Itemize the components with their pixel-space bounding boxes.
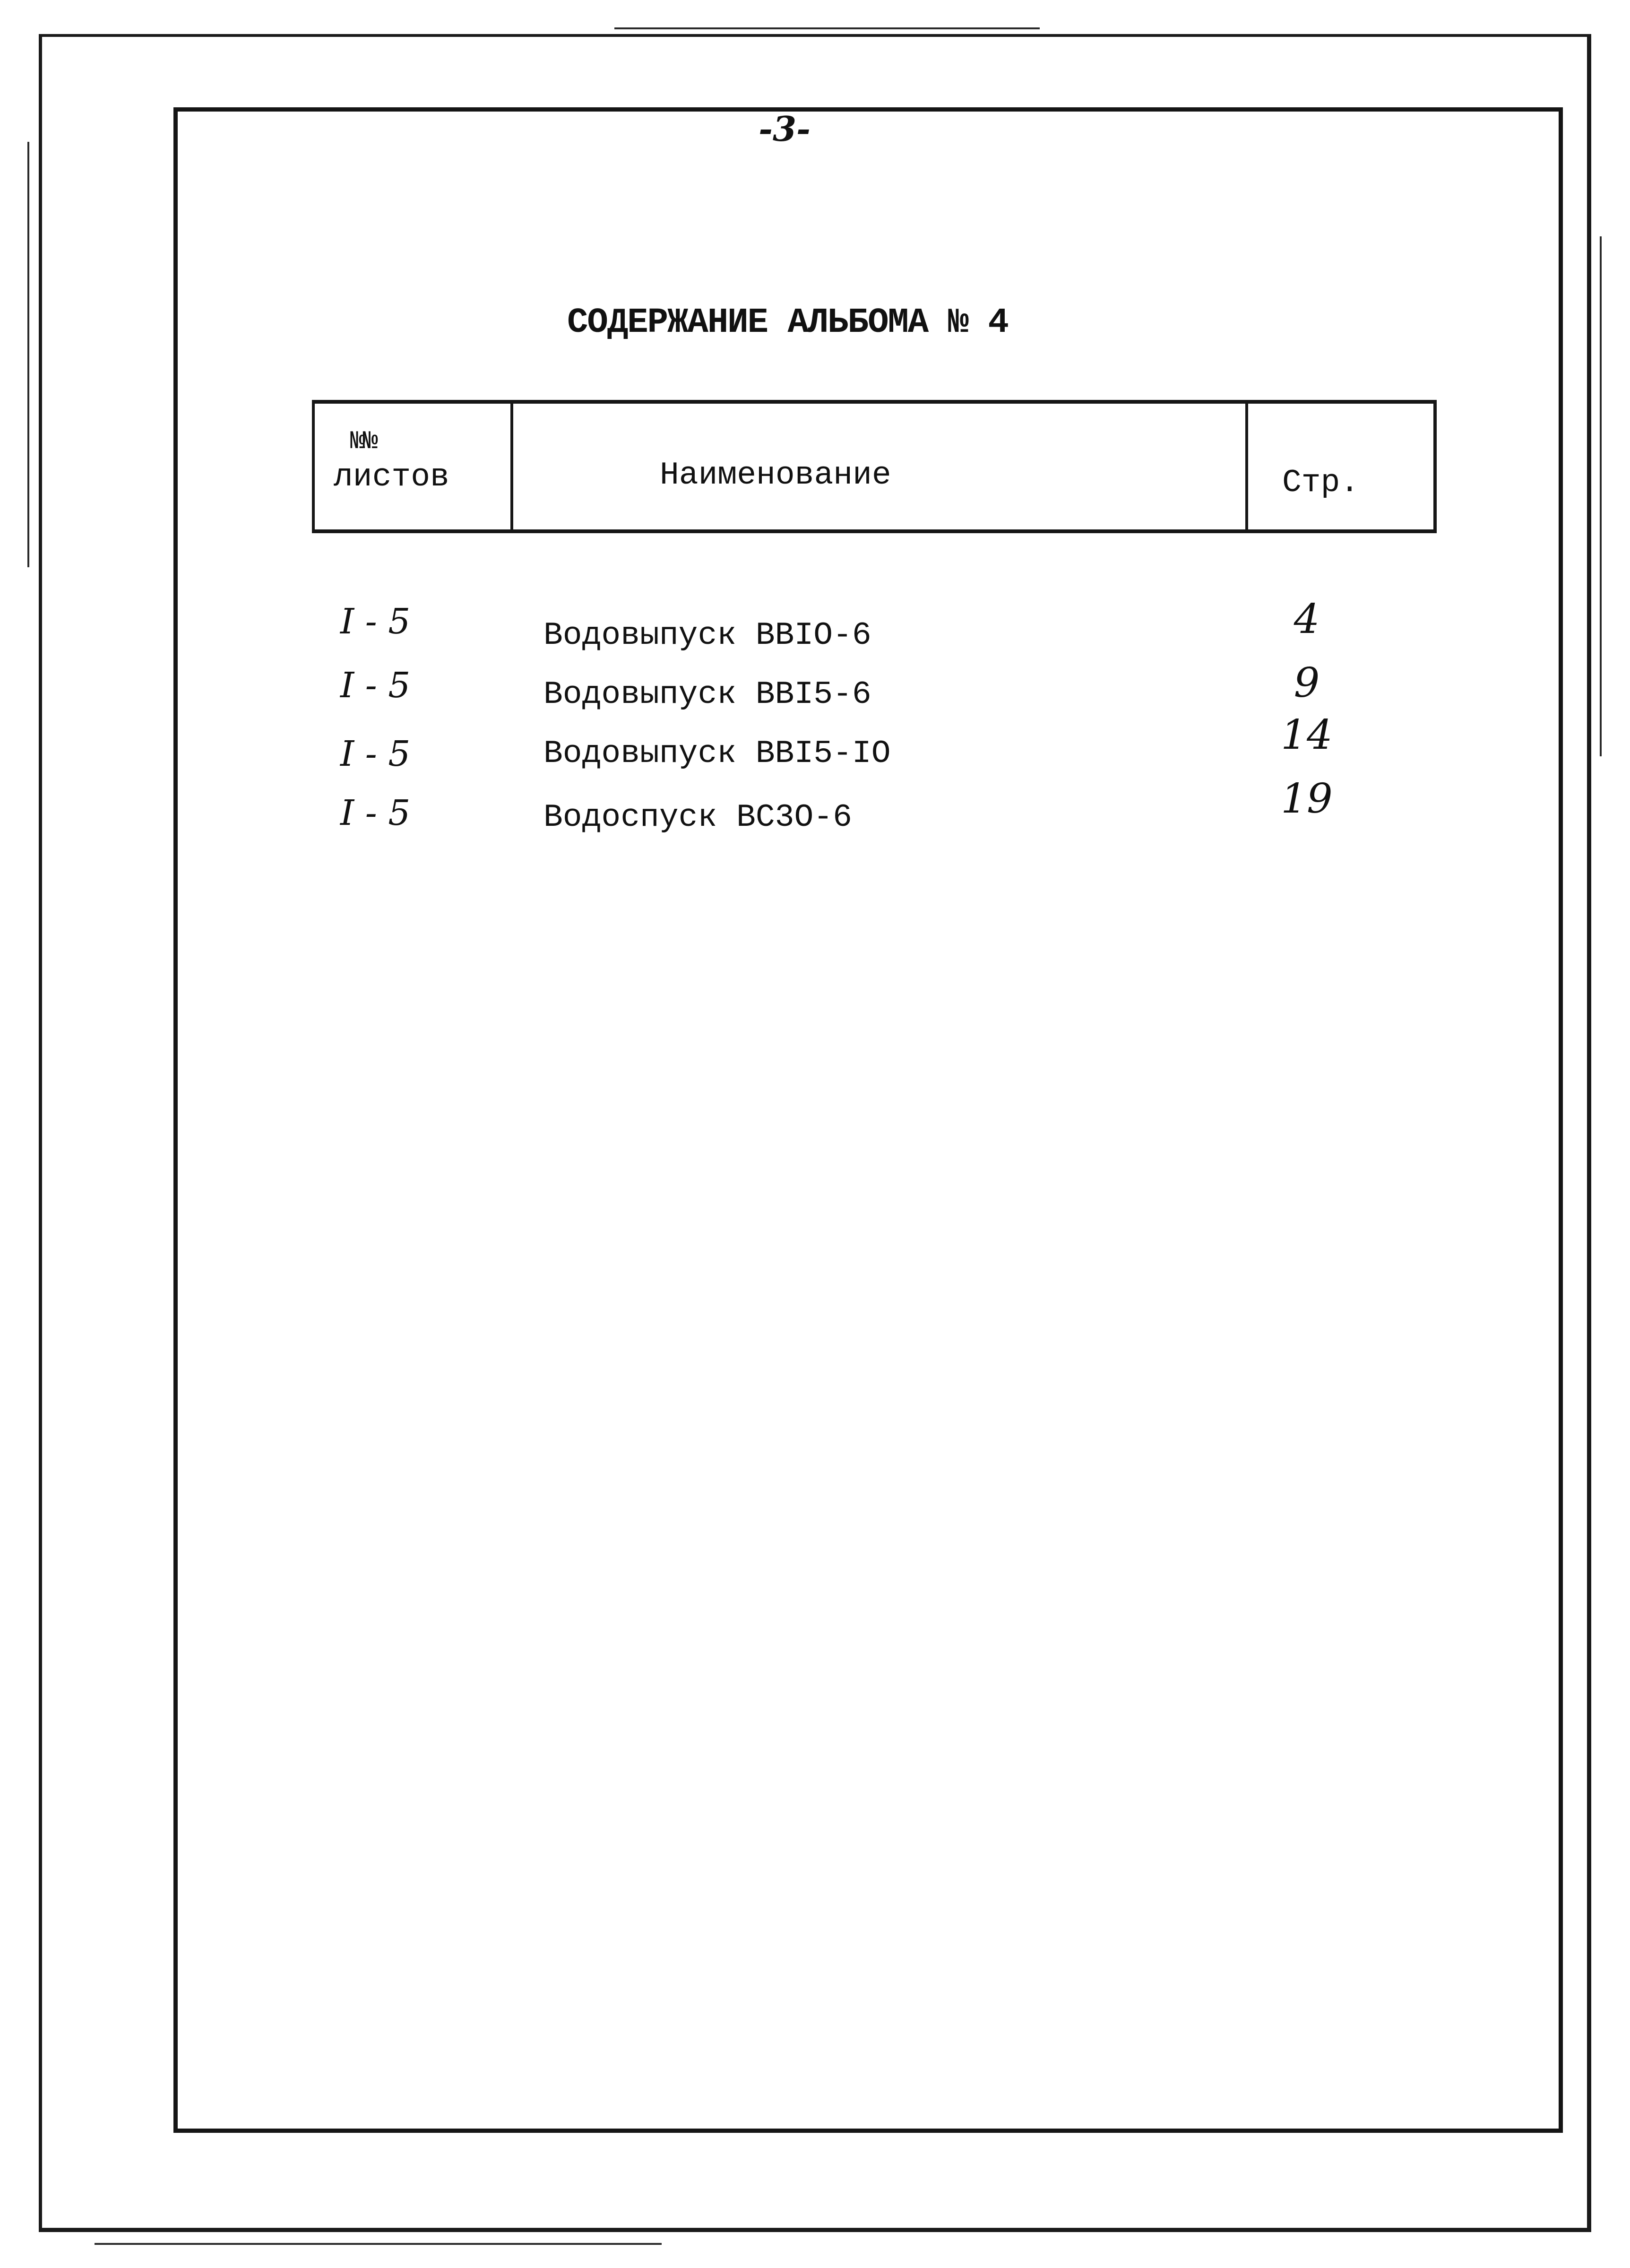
header-page-label: Стр. [1282, 465, 1360, 501]
scan-edge-mark-top [614, 27, 1040, 29]
header-cell-page [1248, 404, 1433, 529]
header-cell-name [513, 404, 1248, 529]
row-sheets: I - 5 [340, 665, 411, 706]
contents-row [321, 775, 1352, 839]
row-page: 14 [1281, 711, 1333, 759]
row-name: Водовыпуск ВВI5-IО [543, 736, 891, 772]
contents-row [321, 596, 1352, 654]
row-name: Водовыпуск ВВI5-6 [543, 676, 871, 713]
row-sheets: I - 5 [340, 601, 411, 642]
contents-row [321, 659, 1352, 711]
row-page: 4 [1294, 596, 1320, 643]
row-page: 19 [1281, 775, 1333, 822]
header-name-label: Наименование [660, 457, 891, 493]
row-sheets: I - 5 [340, 793, 411, 833]
contents-row [321, 711, 1352, 780]
scan-edge-mark-right [1600, 236, 1602, 756]
header-cell-sheets [315, 404, 513, 529]
row-page: 9 [1294, 659, 1320, 707]
header-sheets-label: листов [334, 459, 449, 495]
header-sheets-numsign: №№ [350, 427, 375, 456]
page-number: -3- [759, 109, 811, 149]
scan-edge-mark-left [27, 142, 29, 567]
row-sheets: I - 5 [340, 734, 411, 774]
row-name: Водовыпуск ВВIО-6 [543, 617, 871, 654]
contents-table-header [312, 400, 1437, 533]
scan-edge-mark-bottom [95, 2243, 662, 2245]
row-name: Водоспуск ВС3О-6 [543, 799, 852, 836]
album-contents-title: СОДЕРЖАНИЕ АЛЬБОМА № 4 [567, 303, 1008, 343]
